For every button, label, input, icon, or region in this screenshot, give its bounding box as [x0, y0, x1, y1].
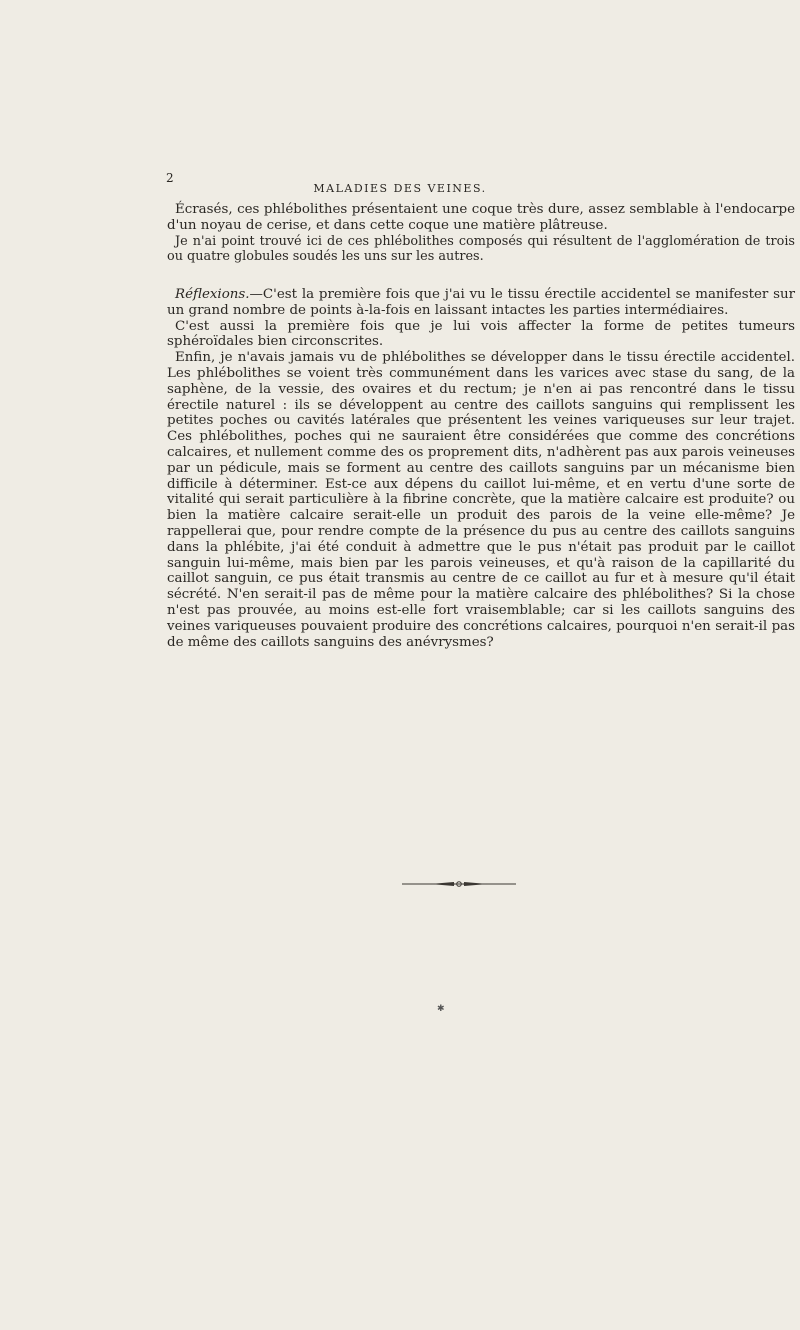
section-reflexions — [167, 287, 795, 650]
section-observation-end — [167, 202, 795, 265]
section-heading: Réflexions. — [175, 287, 250, 302]
stray-mark: ✱ — [437, 1004, 445, 1014]
running-title: MALADIES DES VEINES. — [313, 182, 487, 195]
page-number: 2 — [166, 171, 174, 185]
tailpiece-ornament — [402, 880, 516, 888]
paragraph — [167, 287, 795, 319]
paragraph: Écrasés, ces phlébolithes présentaient une coque très dure, assez semblable à l'endocarpe d'un noyau de cerise, et dans cette coque une matière plâtreuse. — [167, 202, 795, 233]
paragraph: C'est aussi la première fois que je lui vois affecter la forme de petites tumeurs sphéroïdales bien circonscrites. — [167, 318, 795, 350]
paragraph: Je n'ai point trouvé ici de ces phlébolithes composés qui résultent de l'agglomération de trois ou quatre globules soudés les uns sur les autres. — [167, 233, 795, 265]
paragraph-text: —C'est la première fois que j'ai vu le tissu érectile accidentel se manifester sur un grand nombre de points à-la-fois en laissant intactes les parties intermédiaires. — [167, 287, 795, 318]
paragraph: Enfin, je n'avais jamais vu de phlébolithes se développer dans le tissu érectile accidentel. Les phlébolithes se voient très communément dans les varices avec stase du sang, de la saphène, de la vessie, des ovaires et du rectum; je n'en ai pas rencontré dans le tissu érectile naturel : ils se développent au centre des caillots sanguins qui remplissent les petites poches ou cavités latérales que présentent les veines variqueuses sur leur trajet. Ces phlébolithes, poches qui ne sauraient être considérées que comme des concrétions calcaires, et nullement comme des os proprement dits, n'adhèrent pas aux parois veineuses par un pédicule, mais se forment au centre des caillots sanguins par un mécanisme bien difficile à déterminer. Est-ce aux dépens du caillot lui-même, et en vertu d'une sorte de vitalité qui serait particulière à la fibrine concrète, que la matière calcaire est produite? ou bien la matière calcaire serait-elle un produit des parois de la veine elle-même? Je rappellerai que, pour rendre compte de la présence du pus au centre des caillots sanguins dans la phlébite, j'ai été conduit à admettre que le pus n'était pas produit par le caillot sanguin lui-même, mais bien par les parois veineuses, et qu'à raison de la capillarité du caillot sanguin, ce pus était transmis au centre de ce caillot au fur et à mesure qu'il était sécrété. N'en serait-il pas de même pour la matière calcaire des phlébolithes? Si la chose n'est pas prouvée, au moins est-elle fort vraisemblable; car si les caillots sanguins des veines variqueuses pouvaient produire des concrétions calcaires, pourquoi n'en serait-il pas de même des caillots sanguins des anévrysmes? — [167, 350, 795, 650]
